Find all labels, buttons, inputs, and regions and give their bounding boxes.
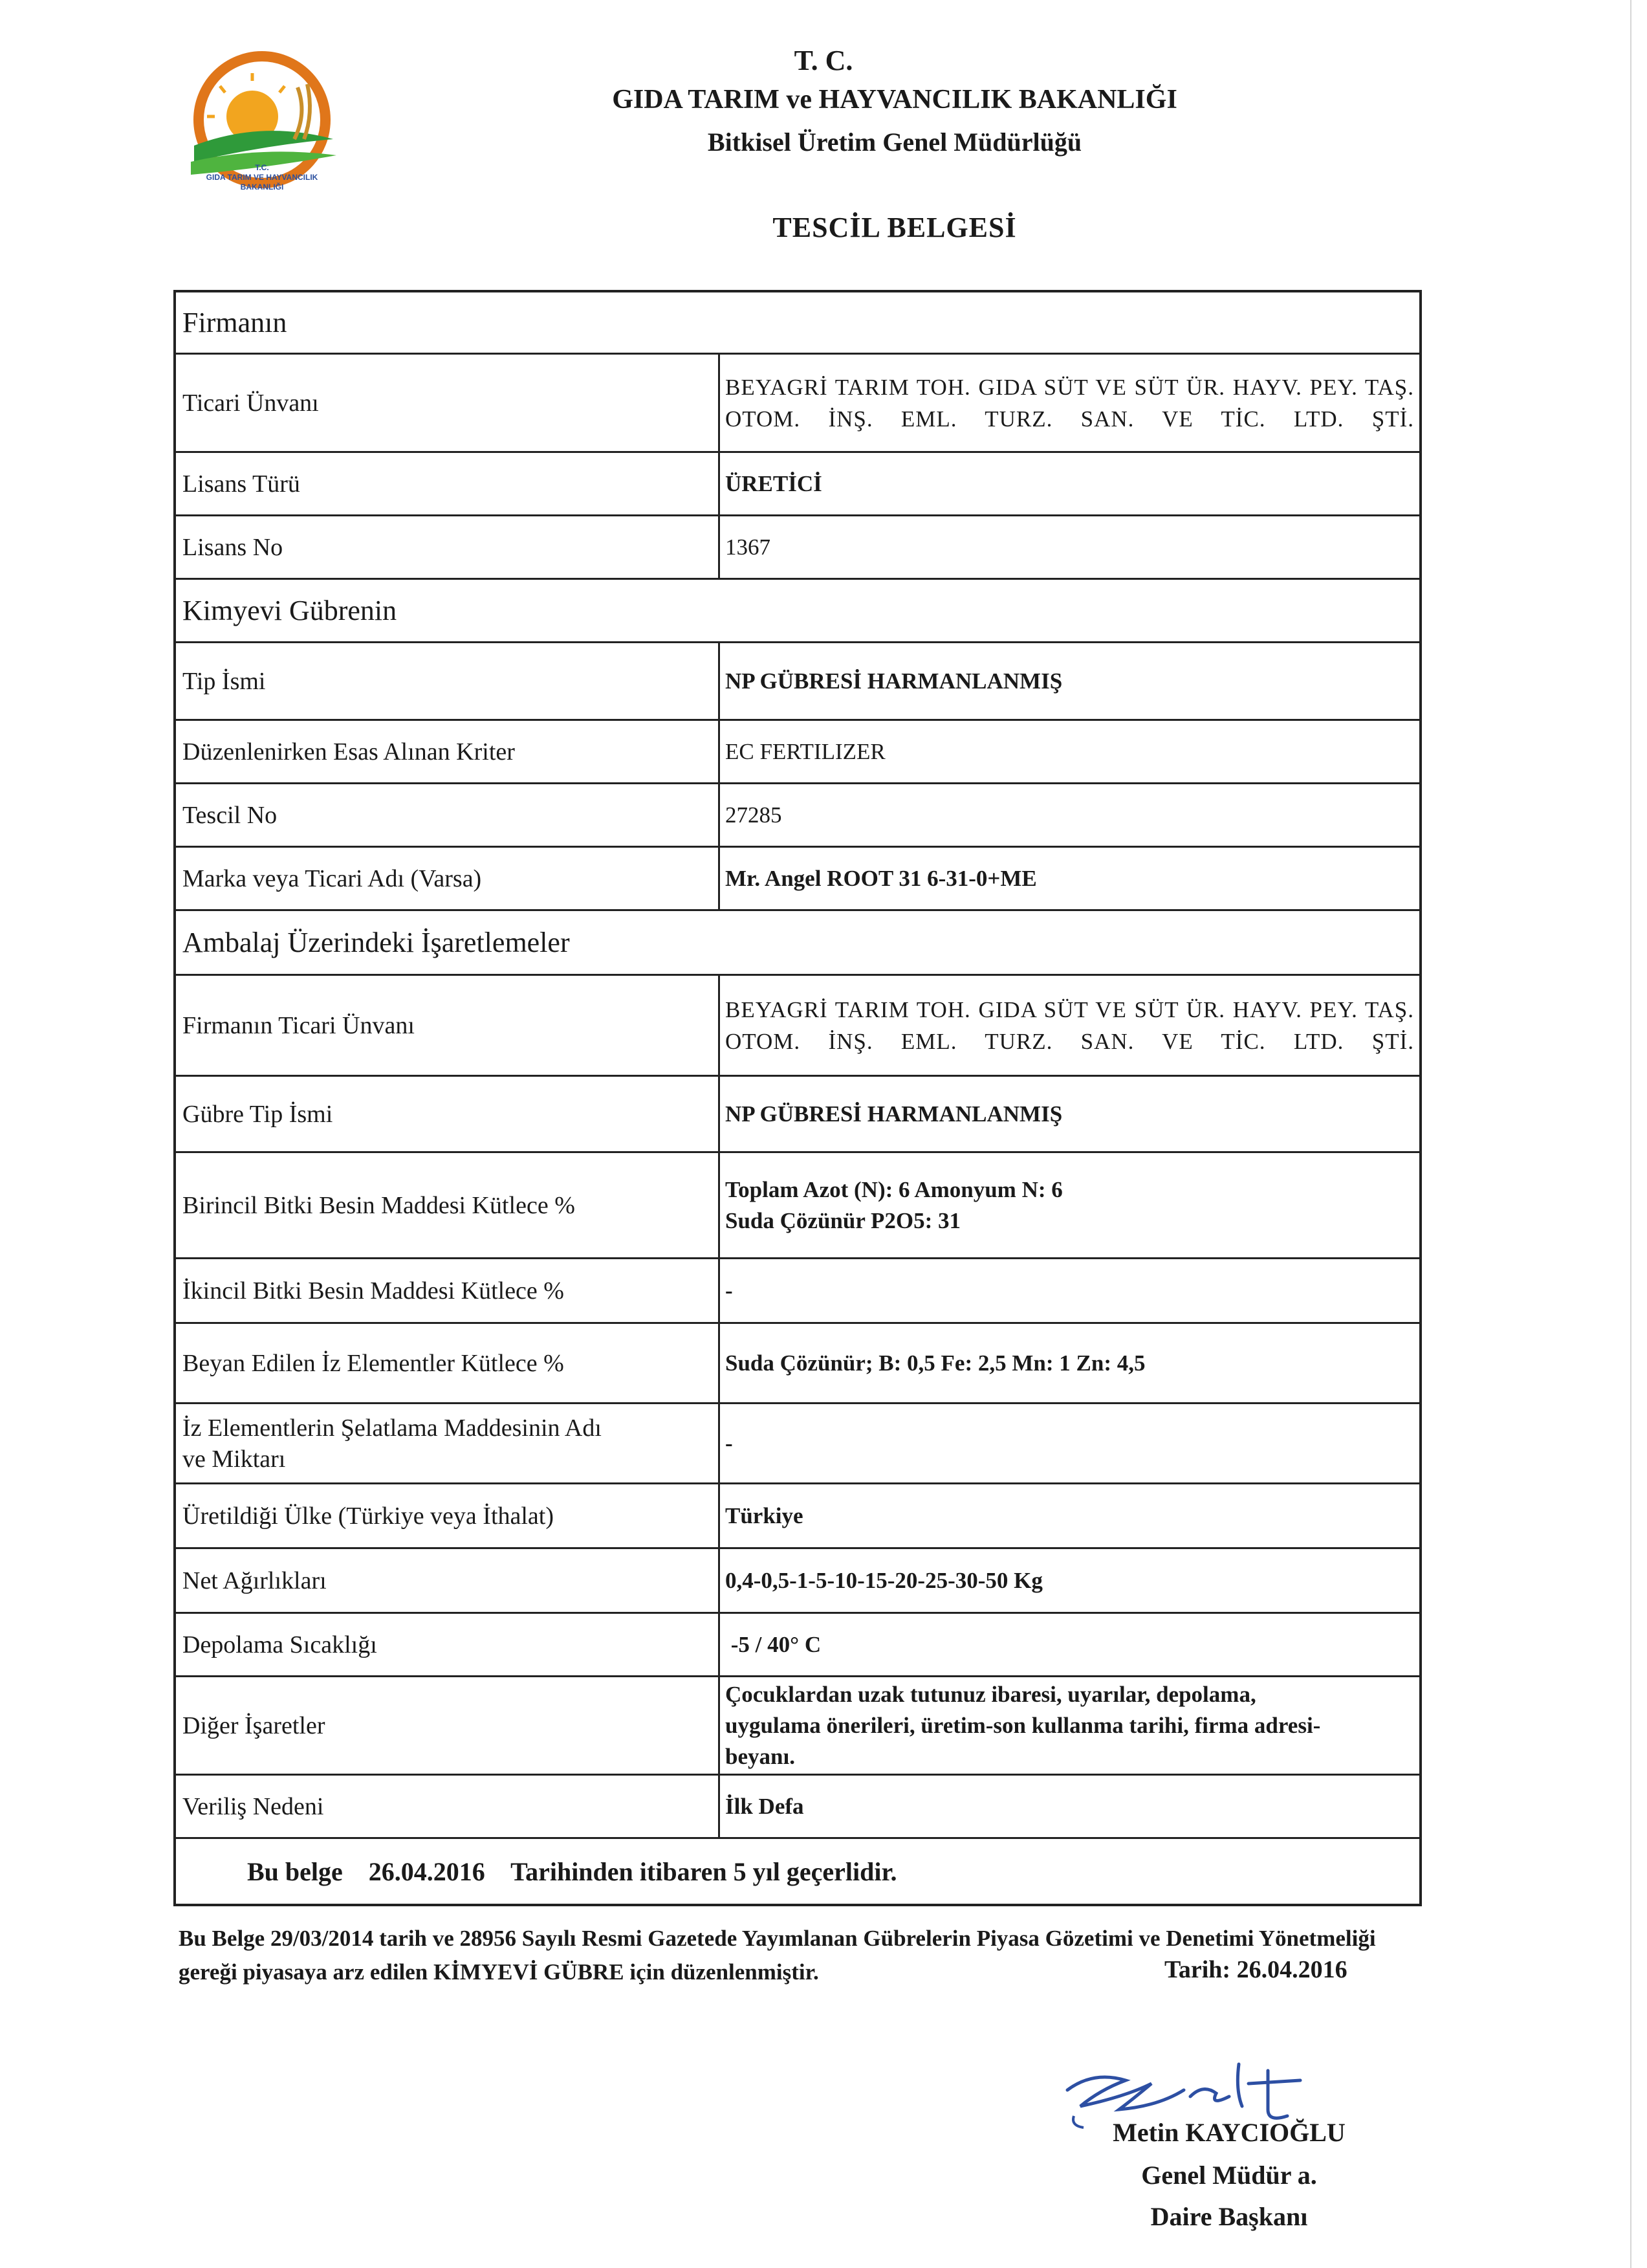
storage-temp-label: Depolama Sıcaklığı [182, 1631, 377, 1658]
table-row [176, 1259, 1419, 1324]
secondary-nutrient-value: - [718, 1259, 1419, 1322]
net-weight-value: 0,4-0,5-1-5-10-15-20-25-30-50 Kg [718, 1549, 1419, 1612]
primary-nutrient-label: Birincil Bitki Besin Maddesi Kütlece % [182, 1191, 575, 1219]
chelate-label-line-2: ve Miktarı [182, 1445, 286, 1473]
other-markings-line-2: uygulama önerileri, üretim-son kullanma tarihi, firma adresi- [725, 1712, 1321, 1738]
criteria-label: Düzenlenirken Esas Alınan Kriter [182, 738, 515, 765]
chelate-label-line-1: İz Elementlerin Şelatlama Maddesinin Adı [182, 1414, 602, 1442]
header-tc: T. C. [794, 45, 853, 76]
table-row [176, 1153, 1419, 1259]
certificate-table [173, 290, 1422, 1906]
trace-elements-label: Beyan Edilen İz Elementler Kütlece % [182, 1349, 564, 1377]
signer-title: Genel Müdür a. [1141, 2161, 1317, 2190]
primary-nutrient-value [725, 1174, 1063, 1237]
logo-line-3: BAKANLIĞI [240, 182, 284, 192]
section-row-packaging [176, 911, 1419, 976]
logo-line-1: T.C. [255, 163, 269, 172]
other-markings-line-1: Çocuklardan uzak tutunuz ibaresi, uyarılar, depolama, [725, 1681, 1256, 1707]
document-title: TESCİL BELGESİ [772, 212, 1017, 243]
document-date: Tarih: 26.04.2016 [1164, 1956, 1347, 1983]
section-firm: Firmanın [182, 307, 287, 338]
table-row [176, 784, 1419, 848]
other-markings-value [725, 1679, 1320, 1772]
logo-text [175, 163, 349, 192]
net-weight-label: Net Ağırlıkları [182, 1567, 327, 1594]
header-ministry: GIDA TARIM ve HAYVANCILIK BAKANLIĞI [612, 85, 1177, 115]
secondary-nutrient-label: İkincil Bitki Besin Maddesi Kütlece % [182, 1277, 564, 1305]
issue-reason-label: Veriliş Nedeni [182, 1792, 324, 1820]
license-no-value: 1367 [718, 516, 1419, 578]
table-row [176, 1404, 1419, 1484]
registration-no-value: 27285 [718, 784, 1419, 846]
validity-row [176, 1839, 1419, 1904]
trade-name-label: Ticari Ünvanı [182, 389, 319, 417]
license-type-label: Lisans Türü [182, 470, 300, 498]
regulation-note: Bu Belge 29/03/2014 tarih ve 28956 Sayılı Resmi Gazetede Yayımlanan Gübrelerin Piyasa Gözetimi ve Denetimi Yönetmeliği gereği piyasaya arz edilen KİMYEVİ GÜBRE için düzenlenmiştir. [179, 1926, 1376, 1985]
table-row [176, 976, 1419, 1077]
table-row [176, 848, 1419, 911]
section-row-fertilizer [176, 580, 1419, 643]
other-markings-label: Diğer İşaretler [182, 1712, 325, 1739]
storage-temp-value: -5 / 40° C [718, 1614, 1419, 1675]
fertilizer-type-value: NP GÜBRESİ HARMANLANMIŞ [718, 1077, 1419, 1151]
section-fertilizer: Kimyevi Gübrenin [182, 595, 397, 626]
signer-name: Metin KAYCIOĞLU [1113, 2118, 1346, 2147]
primary-nutrient-line-2: Suda Çözünür P2O5: 31 [725, 1207, 961, 1233]
type-name-label: Tip İsmi [182, 667, 266, 695]
table-row [176, 1549, 1419, 1614]
primary-nutrient-line-1: Toplam Azot (N): 6 Amonyum N: 6 [725, 1176, 1063, 1202]
table-row [176, 1484, 1419, 1549]
logo-line-2: GIDA TARIM VE HAYVANCILIK [206, 173, 318, 182]
table-row [176, 1776, 1419, 1839]
trace-elements-value: Suda Çözünür; B: 0,5 Fe: 2,5 Mn: 1 Zn: 4,5 [718, 1324, 1419, 1402]
signer-department: Daire Başkanı [1150, 2202, 1308, 2231]
firm-trade-name-label: Firmanın Ticari Ünvanı [182, 1011, 415, 1039]
origin-value: Türkiye [718, 1484, 1419, 1547]
origin-label: Üretildiği Ülke (Türkiye veya İthalat) [182, 1502, 554, 1530]
table-row [176, 721, 1419, 784]
table-row [176, 453, 1419, 516]
table-row [176, 516, 1419, 580]
other-markings-line-3: beyanı. [725, 1743, 795, 1769]
criteria-value: EC FERTILIZER [718, 721, 1419, 782]
validity-text: Bu belge 26.04.2016 Tarihinden itibaren 5 yıl geçerlidir. [247, 1856, 897, 1886]
table-row [176, 1614, 1419, 1677]
table-row [176, 1077, 1419, 1153]
chelate-value: - [718, 1404, 1419, 1482]
header-directorate: Bitkisel Üretim Genel Müdürlüğü [707, 127, 1082, 157]
chelate-label [182, 1413, 602, 1475]
registration-no-label: Tescil No [182, 801, 278, 829]
section-packaging: Ambalaj Üzerindeki İşaretlemeler [182, 927, 570, 958]
table-row [176, 355, 1419, 453]
brand-value: Mr. Angel ROOT 31 6-31-0+ME [718, 848, 1419, 909]
trade-name-value: BEYAGRİ TARIM TOH. GIDA SÜT VE SÜT ÜR. HAYV. PEY. TAŞ. OTOM. İNŞ. EML. TURZ. SAN. VE TİC. LTD. ŞTİ. [725, 374, 1414, 432]
license-type-value: ÜRETİCİ [718, 453, 1419, 514]
issue-reason-value: İlk Defa [718, 1776, 1419, 1837]
type-name-value: NP GÜBRESİ HARMANLANMIŞ [718, 643, 1419, 719]
brand-label: Marka veya Ticari Adı (Varsa) [182, 864, 482, 892]
firm-trade-name-value: BEYAGRİ TARIM TOH. GIDA SÜT VE SÜT ÜR. HAYV. PEY. TAŞ. OTOM. İNŞ. EML. TURZ. SAN. VE TİC. LTD. ŞTİ. [725, 996, 1414, 1054]
table-row [176, 1677, 1419, 1776]
fertilizer-type-label: Gübre Tip İsmi [182, 1100, 333, 1128]
table-row [176, 1324, 1419, 1404]
table-row [176, 643, 1419, 721]
section-row-firm [176, 292, 1419, 355]
license-no-label: Lisans No [182, 533, 283, 561]
page-edge [1630, 0, 1631, 2268]
